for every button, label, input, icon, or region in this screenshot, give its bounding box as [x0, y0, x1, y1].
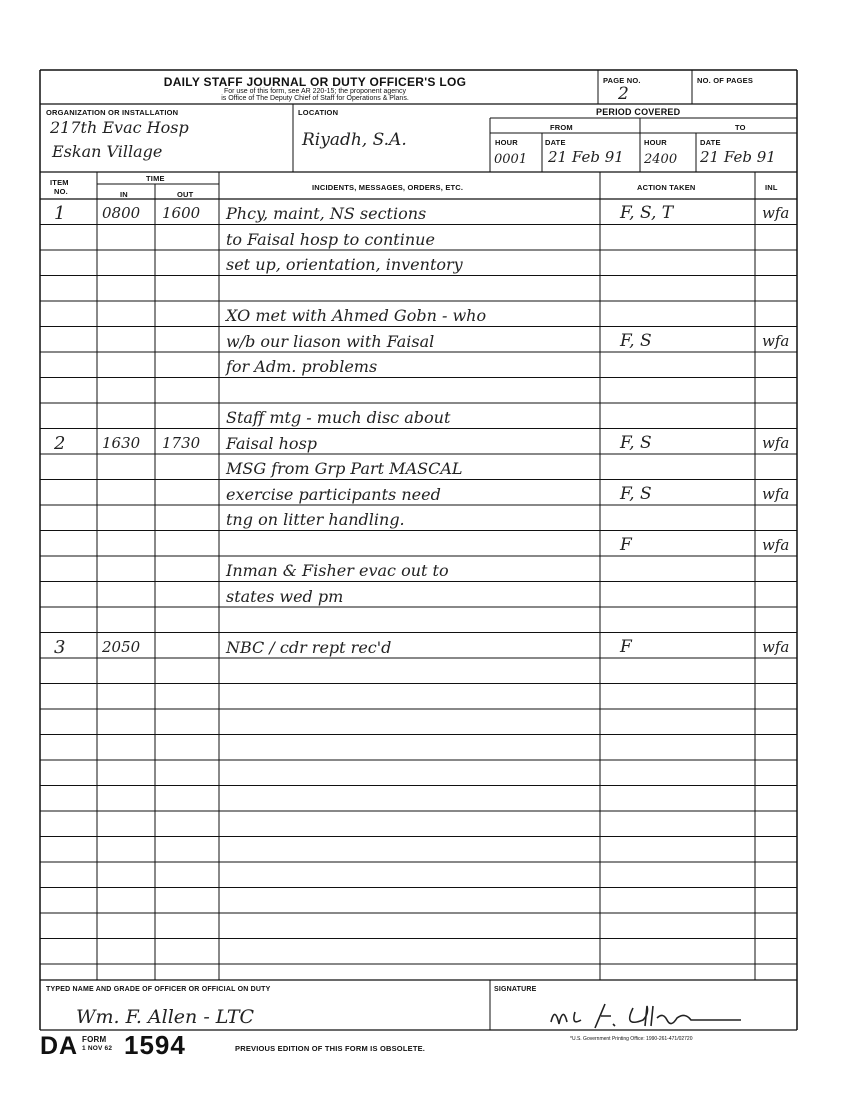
log-entry-row	[40, 329, 797, 355]
from-hour-label: HOUR	[495, 138, 518, 147]
location-label: LOCATION	[298, 108, 339, 117]
signature-image	[545, 998, 745, 1032]
form-subtitle-2: is Office of The Deputy Chief of Staff for Operations & Plans.	[221, 95, 409, 102]
log-initials: wfa	[762, 484, 790, 503]
col-out-label: OUT	[177, 190, 194, 199]
log-entry-row	[40, 303, 797, 329]
form-title-block	[130, 76, 500, 103]
period-covered-label: PERIOD COVERED	[596, 107, 681, 117]
col-inl-label: INL	[765, 183, 778, 192]
log-time-out: 1730	[162, 433, 201, 452]
log-time-in: 0800	[102, 204, 141, 222]
col-item-label: ITEM	[50, 178, 69, 187]
form-date: 1 NOV 62	[82, 1045, 113, 1052]
log-entry-row	[40, 533, 797, 559]
log-initials: wfa	[762, 535, 790, 554]
log-entry-row	[40, 227, 797, 253]
form-subtitle-1: For use of this form, see AR 220-15; the proponent agency	[223, 88, 407, 95]
location-value: Riyadh, S.A.	[302, 130, 407, 150]
log-time-in: 1630	[102, 433, 141, 452]
log-entry-row	[40, 635, 797, 661]
log-time-out: 1600	[162, 204, 201, 222]
log-entry-row	[40, 431, 797, 457]
log-action-taken: F	[620, 534, 632, 555]
log-incident-text: tng on litter handling.	[226, 510, 405, 529]
log-initials: wfa	[762, 433, 790, 452]
log-entry-row	[40, 252, 797, 278]
log-incident-text: Faisal hosp	[226, 433, 318, 453]
col-no-label: NO.	[54, 187, 68, 196]
log-initials: wfa	[762, 204, 790, 222]
log-action-taken: F, S	[620, 432, 652, 453]
log-action-taken: F, S	[620, 483, 652, 504]
from-hour-value: 0001	[494, 152, 528, 167]
log-entry-row	[40, 558, 797, 584]
from-label: FROM	[550, 123, 573, 132]
form-number: 1594	[124, 1030, 186, 1060]
log-action-taken: F, S, T	[620, 203, 674, 223]
log-incident-text: Phcy, maint, NS sections	[226, 204, 427, 223]
log-entry-row	[40, 278, 797, 304]
log-entry-row	[40, 201, 797, 227]
log-incident-text: set up, orientation, inventory	[226, 255, 463, 274]
to-label: TO	[735, 123, 746, 132]
page-no-label: PAGE NO.	[603, 76, 641, 85]
log-entry-row	[40, 405, 797, 431]
log-entry-row	[40, 354, 797, 380]
log-incident-text: for Adm. problems	[226, 357, 378, 376]
signature-label: SIGNATURE	[494, 986, 537, 993]
log-item-no: 1	[54, 203, 66, 224]
form-prefix: DA	[40, 1032, 79, 1060]
log-entry-row	[40, 482, 797, 508]
log-entry-row	[40, 456, 797, 482]
previous-edition-note: PREVIOUS EDITION OF THIS FORM IS OBSOLETE.	[235, 1044, 426, 1053]
log-incident-text: NBC / cdr rept rec'd	[226, 637, 392, 657]
to-hour-value: 2400	[644, 152, 678, 167]
form-word: FORM	[82, 1035, 107, 1044]
no-of-pages-label: NO. OF PAGES	[697, 76, 754, 85]
form-title: DAILY STAFF JOURNAL OR DUTY OFFICER'S LOG	[163, 75, 467, 89]
log-action-taken: F, S	[620, 330, 652, 351]
org-line-1: 217th Evac Hosp	[50, 118, 189, 137]
to-date-value: 21 Feb 91	[700, 148, 776, 166]
col-incidents-label: INCIDENTS, MESSAGES, ORDERS, ETC.	[312, 183, 464, 192]
col-in-label: IN	[120, 190, 128, 199]
from-date-label: DATE	[545, 138, 566, 147]
org-line-2: Eskan Village	[52, 142, 163, 161]
log-incident-text: Staff mtg - much disc about	[226, 408, 451, 427]
log-incident-text: MSG from Grp Part MASCAL	[226, 459, 463, 478]
log-action-taken: F	[620, 636, 632, 657]
log-incident-text: to Faisal hosp to continue	[226, 229, 435, 249]
log-entry-row	[40, 507, 797, 533]
log-entry-row	[40, 609, 797, 635]
typed-name-value: Wm. F. Allen - LTC	[76, 1006, 255, 1028]
typed-name-label: TYPED NAME AND GRADE OF OFFICER OR OFFICIAL ON DUTY	[46, 986, 271, 993]
log-incident-text: XO met with Ahmed Gobn - who	[226, 306, 487, 325]
log-time-in: 2050	[102, 637, 141, 656]
log-incident-text: exercise participants need	[226, 484, 441, 504]
log-entry-row	[40, 380, 797, 406]
from-date-value: 21 Feb 91	[548, 148, 624, 166]
log-incident-text: Inman & Fisher evac out to	[226, 561, 449, 580]
log-item-no: 3	[54, 636, 66, 658]
col-time-label: TIME	[146, 174, 165, 183]
log-incident-text: states wed pm	[226, 586, 344, 606]
to-date-label: DATE	[700, 138, 721, 147]
log-initials: wfa	[762, 637, 790, 656]
gpo-imprint: *U.S. Government Printing Office: 1990-261-471/02720	[570, 1036, 693, 1042]
to-hour-label: HOUR	[644, 138, 667, 147]
log-initials: wfa	[762, 331, 790, 350]
log-incident-text: w/b our liason with Faisal	[226, 331, 435, 351]
log-item-no: 2	[54, 432, 66, 454]
col-action-label: ACTION TAKEN	[637, 183, 696, 192]
page-no-value: 2	[618, 84, 629, 104]
log-entry-row	[40, 584, 797, 610]
org-label: ORGANIZATION OR INSTALLATION	[46, 108, 179, 117]
